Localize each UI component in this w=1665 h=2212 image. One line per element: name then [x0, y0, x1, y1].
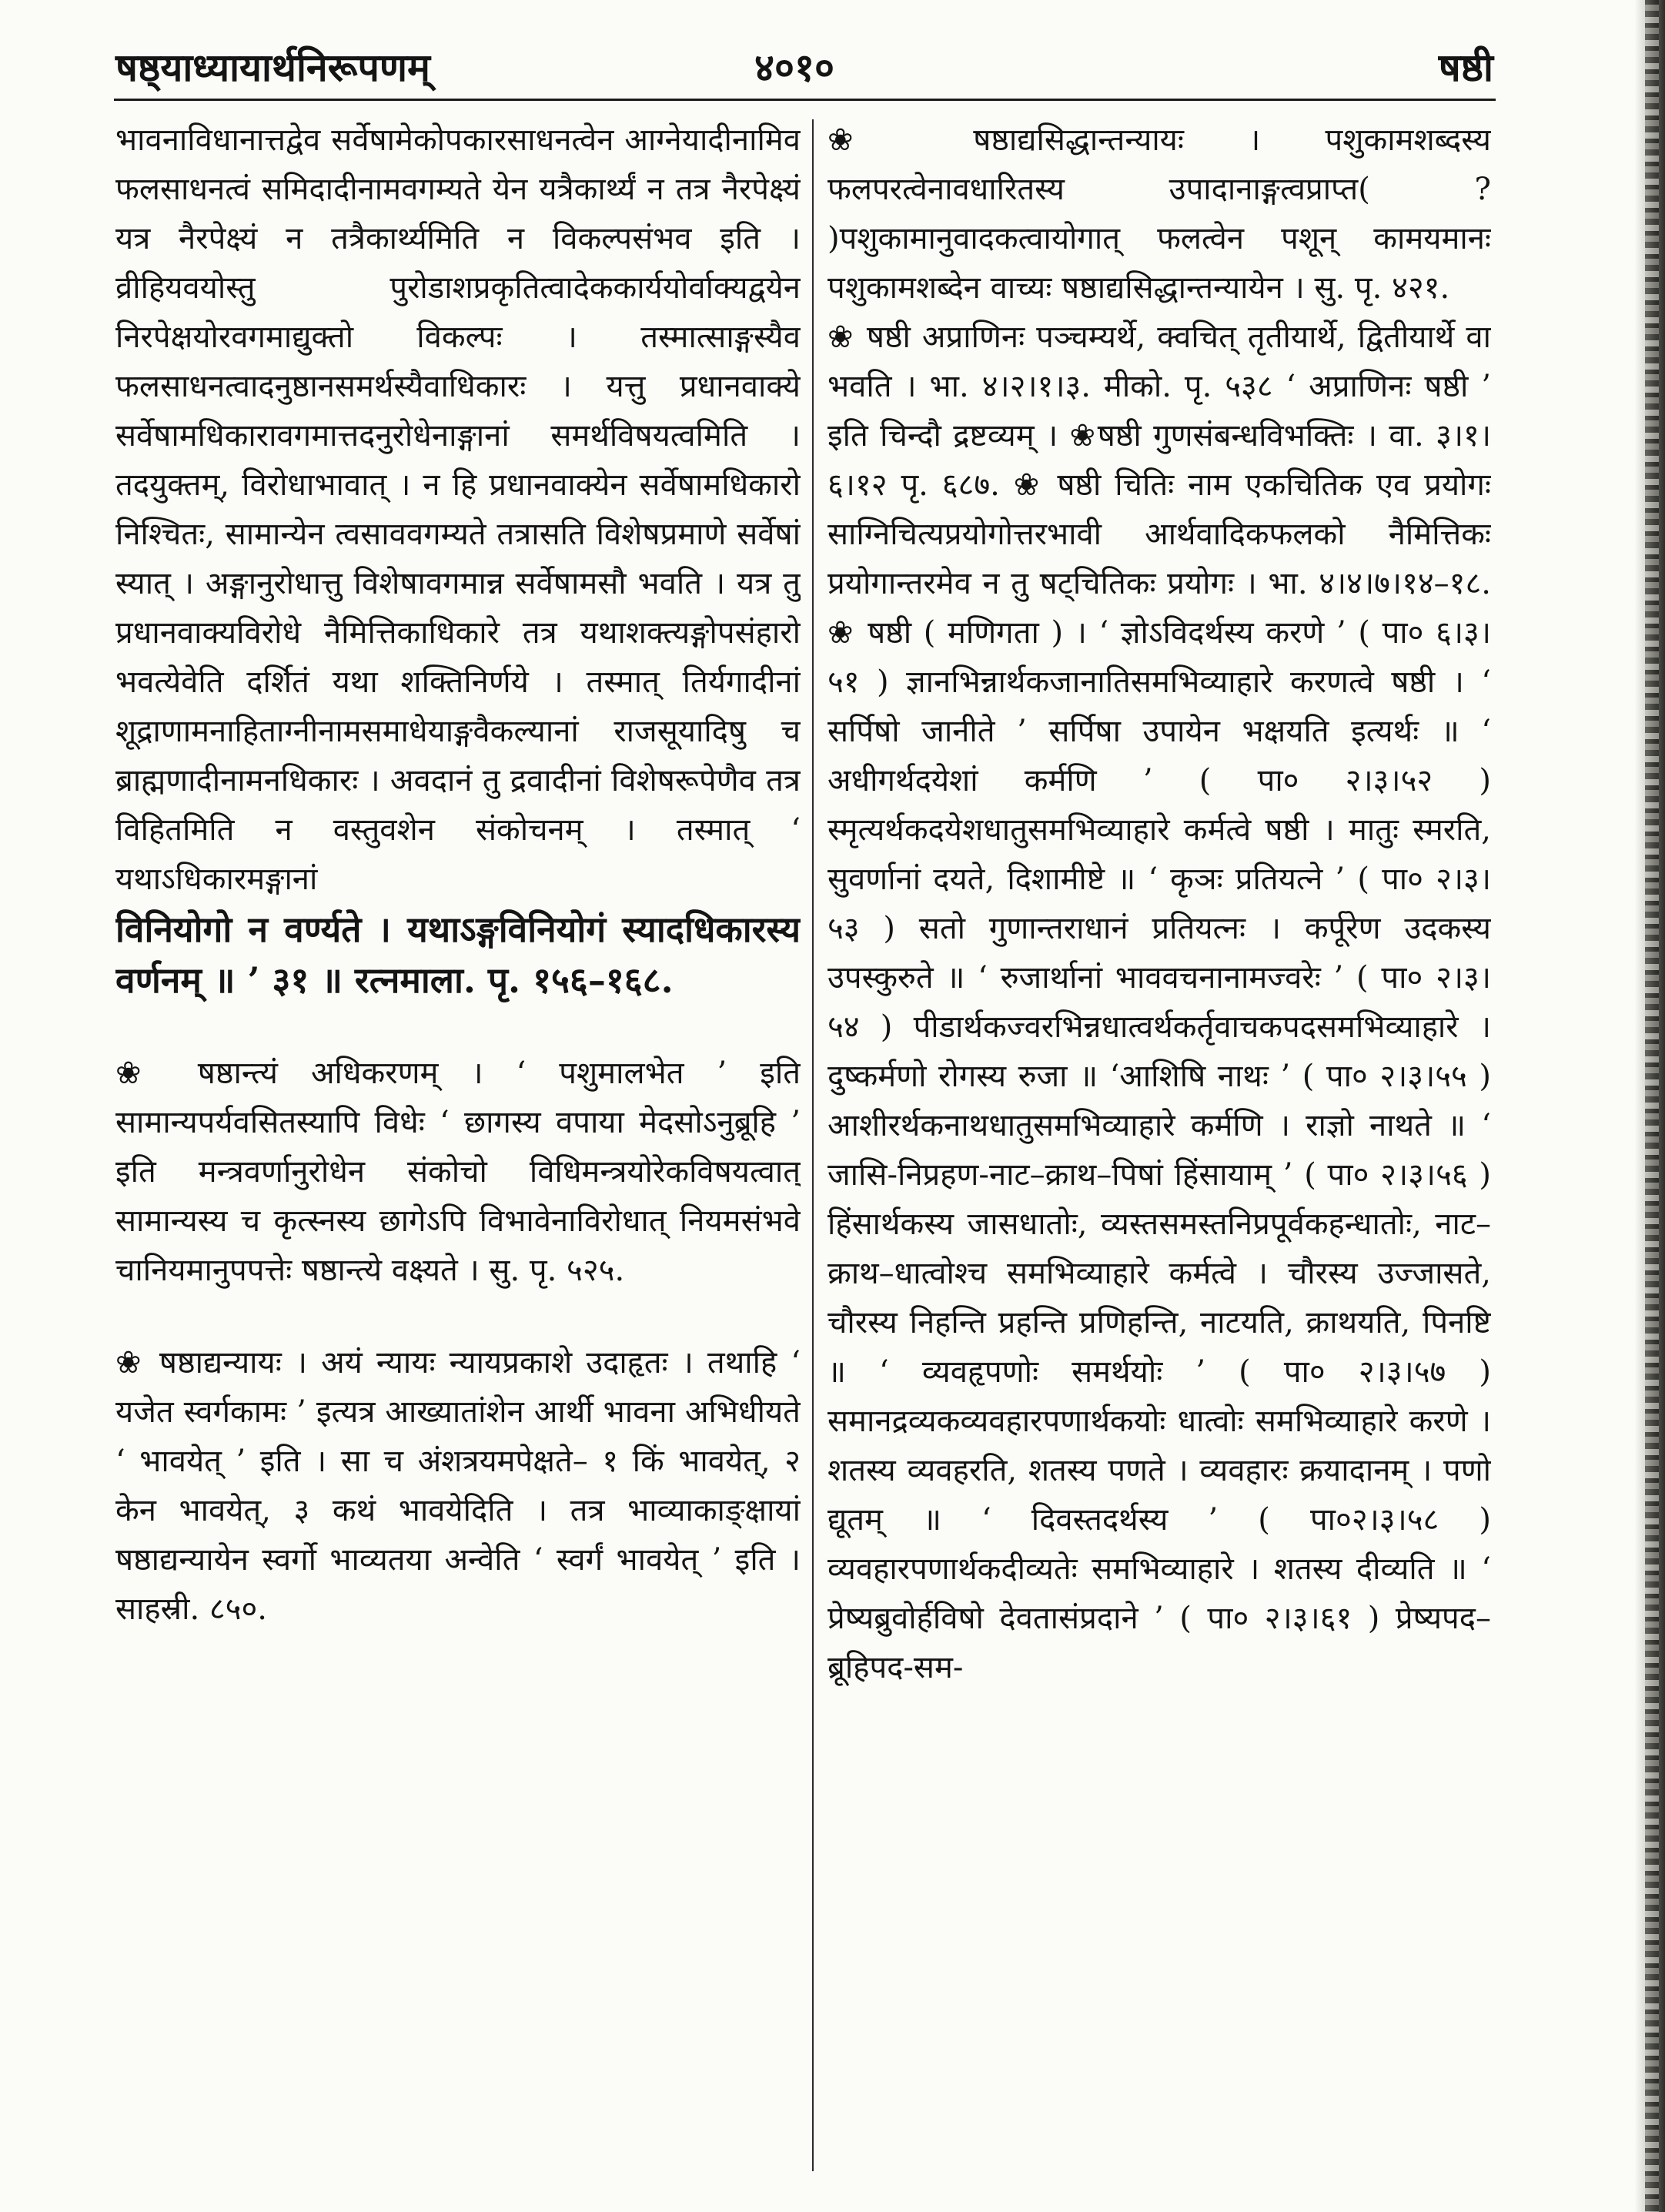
right-paragraph-1: ❀ षष्ठाद्यसिद्धान्तन्यायः । पशुकामशब्दस्य फलपरत्वेनावधारितस्य उपादानाङ्गत्वप्राप्त( ? )पशुकामानुवादकत्वायोगात् फलत्वेन पशून् कामयमानः पशुकामशब्देन वाच्यः षष्ठाद्यसिद्धान्तन्यायेन । सु. पृ. ४२१.: [827, 122, 1491, 306]
header-left-title: षष्ठ्याध्यायार्थनिरूपणम्: [115, 45, 430, 90]
right-paragraph-2: ❀ षष्ठी अप्राणिनः पञ्चम्यर्थे, क्वचित् तृतीयार्थे, द्वितीयार्थे वा भवति । भा. ४।२।१।३. मीको. पृ. ५३८ ‘ अप्राणिनः षष्ठी ’ इति चिन्दौ द्रष्टव्यम् । ❀षष्ठी गुणसंबन्धविभक्तिः । वा. ३।१।६।१२ पृ. ६८७. ❀ षष्ठी चितिः नाम एकचितिक एव प्रयोगः साग्निचित्यप्रयोगोत्तरभावी आर्थवादिकफलको नैमित्तिकः प्रयोगान्तरमेव न तु षट्चितिकः प्रयोगः । भा. ४।४।७।१४–१८. ❀ षष्ठी ( मणिगता ) । ‘ ज्ञोऽविदर्थस्य करणे ’ ( पा० ६।३।५१ ) ज्ञानभिन्नार्थकजानातिसमभिव्याहारे करणत्वे षष्ठी । ‘ सर्पिषो जानीते ’ सर्पिषा उपायेन भक्षयति इत्यर्थः ॥ ‘ अधीगर्थदयेशां कर्मणि ’ ( पा० २।३।५२ ) स्मृत्यर्थकदयेशधातुसमभिव्याहारे कर्मत्वे षष्ठी । मातुः स्मरति, सुवर्णानां दयते, दिशामीष्टे ॥ ‘ कृञः प्रतियत्ने ’ ( पा० २।३।५३ ) सतो गुणान्तराधानं प्रतियत्नः । कर्पूरेण उदकस्य उपस्कुरुते ॥ ‘ रुजार्थानां भाववचनानामज्वरेः ’ ( पा० २।३।५४ ) पीडार्थकज्वरभिन्नधात्वर्थकर्तृवाचकपदसमभिव्याहारे । दुष्कर्मणो रोगस्य रुजा ॥ ‘आशिषि नाथः ’ ( पा० २।३।५५ ) आशीरर्थकनाथधातुसमभिव्याहारे कर्मणि । राज्ञो नाथते ॥ ‘ जासि-निप्रहण-नाट–क्राथ–पिषां हिंसायाम् ’ ( पा० २।३।५६ ) हिंसार्थकस्य जासधातोः, व्यस्तसमस्तनिप्रपूर्वकहन्धातोः, नाट–क्राथ–धात्वोश्च समभिव्याहारे कर्मत्वे । चौरस्य उज्जासते, चौरस्य निहन्ति प्रहन्ति प्रणिहन्ति, नाटयति, क्राथयति, पिनष्टि ॥ ‘ व्यवहृपणोः समर्थयोः ’ ( पा० २।३।५७ ) समानद्रव्यकव्यवहारपणार्थकयोः धात्वोः समभिव्याहारे करणे । शतस्य व्यवहरति, शतस्य पणते । व्यवहारः क्रयादानम् । पणो द्यूतम् ॥ ‘ दिवस्तदर्थस्य ’ ( पा०२।३।५८ ) व्यवहारपणार्थकदीव्यतेः समभिव्याहारे । शतस्य दीव्यति ॥ ‘ प्रेष्यब्रुवोर्हविषो देवतासंप्रदाने ’ ( पा० २।३।६१ ) प्रेष्यपद–ब्रूहिपद-सम-: [827, 320, 1491, 1685]
binding-texture: [1645, 0, 1659, 2212]
column-divider: [812, 119, 814, 2171]
left-paragraph-3: ❀ षष्ठाद्यन्यायः । अयं न्यायः न्यायप्रकाशे उदाहृतः । तथाहि ‘ यजेत स्वर्गकामः ’ इत्यत्र आख्यातांशेन आर्थी भावना अभिधीयते ‘ भावयेत् ’ इति । सा च अंशत्रयमपेक्षते– १ किं भावयेत्, २ केन भावयेत्, ३ कथं भावयेदिति । तत्र भाव्याकाङ्क्षायां षष्ठाद्यन्यायेन स्वर्गो भाव्यतया अन्वेति ‘ स्वर्गं भावयेत् ’ इति । साहस्री. ८५०.: [115, 1345, 801, 1627]
right-column: [827, 115, 1491, 2171]
left-column: [115, 115, 801, 2171]
left-paragraph-verse: विनियोगो न वर्ण्यते । यथाऽङ्गविनियोगं स्यादधिकारस्य वर्णनम् ॥ ’ ३१ ॥ रत्नमाला. पृ. १५६–१६८.: [115, 909, 801, 1001]
left-paragraph-1: भावनाविधानात्तद्वेव सर्वेषामेकोपकारसाधनत्वेन आग्नेयादीनामिव फलसाधनत्वं समिदादीनामवगम्यते येन यत्रैकार्थ्यं न तत्र नैरपेक्ष्यं यत्र नैरपेक्ष्यं न तत्रैकार्थ्यमिति न विकल्पसंभव इति । व्रीहियवयोस्तु पुरोडाशप्रकृतित्वादेककार्ययोर्वाक्यद्वयेन निरपेक्षयोरवगमाद्युक्तो विकल्पः । तस्मात्साङ्गस्यैव फलसाधनत्वादनुष्ठानसमर्थस्यैवाधिकारः । यत्तु प्रधानवाक्ये सर्वेषामधिकारावगमात्तदनुरोधेनाङ्गानां समर्थविषयत्वमिति । तदयुक्तम्, विरोधाभावात् । न हि प्रधानवाक्येन सर्वेषामधिकारो निश्चितः, सामान्येन त्वसाववगम्यते तत्रासति विशेषप्रमाणे सर्वेषां स्यात् । अङ्गानुरोधात्तु विशेषावगमान्न सर्वेषामसौ भवति । यत्र तु प्रधानवाक्यविरोधे नैमित्तिकाधिकारे तत्र यथाशक्त्यङ्गोपसंहारो भवत्येवेति दर्शितं यथा शक्तिनिर्णये । तस्मात् तिर्यगादीनां शूद्राणामनाहिताग्नीनामसमाधेयाङ्गवैकल्यानां राजसूयादिषु च ब्राह्मणादीनामनधिकारः । अवदानं तु द्रवादीनां विशेषरूपेणैव तत्र विहितमिति न वस्तुवशेन संकोचनम् । तस्मात् ‘ यथाऽधिकारमङ्गानां: [115, 122, 801, 897]
header-right-title: षष्ठी: [1438, 45, 1493, 90]
page-number: ४०१०: [754, 45, 834, 90]
left-paragraph-2: ❀ षष्ठान्त्यं अधिकरणम् । ‘ पशुमालभेत ’ इति सामान्यपर्यवसितस्यापि विधेः ‘ छागस्य वपाया मेदसोऽनुब्रूहि ’ इति मन्त्रवर्णानुरोधेन संकोचो विधिमन्त्रयोरेकविषयत्वात् सामान्यस्य च कृत्स्नस्य छागेऽपि विभावेनाविरोधात् नियमसंभवे चानियमानुपपत्तेः षष्ठान्त्ये वक्ष्यते । सु. पृ. ५२५.: [115, 1056, 801, 1288]
header-rule: [114, 99, 1496, 101]
page-header: [115, 31, 1493, 100]
